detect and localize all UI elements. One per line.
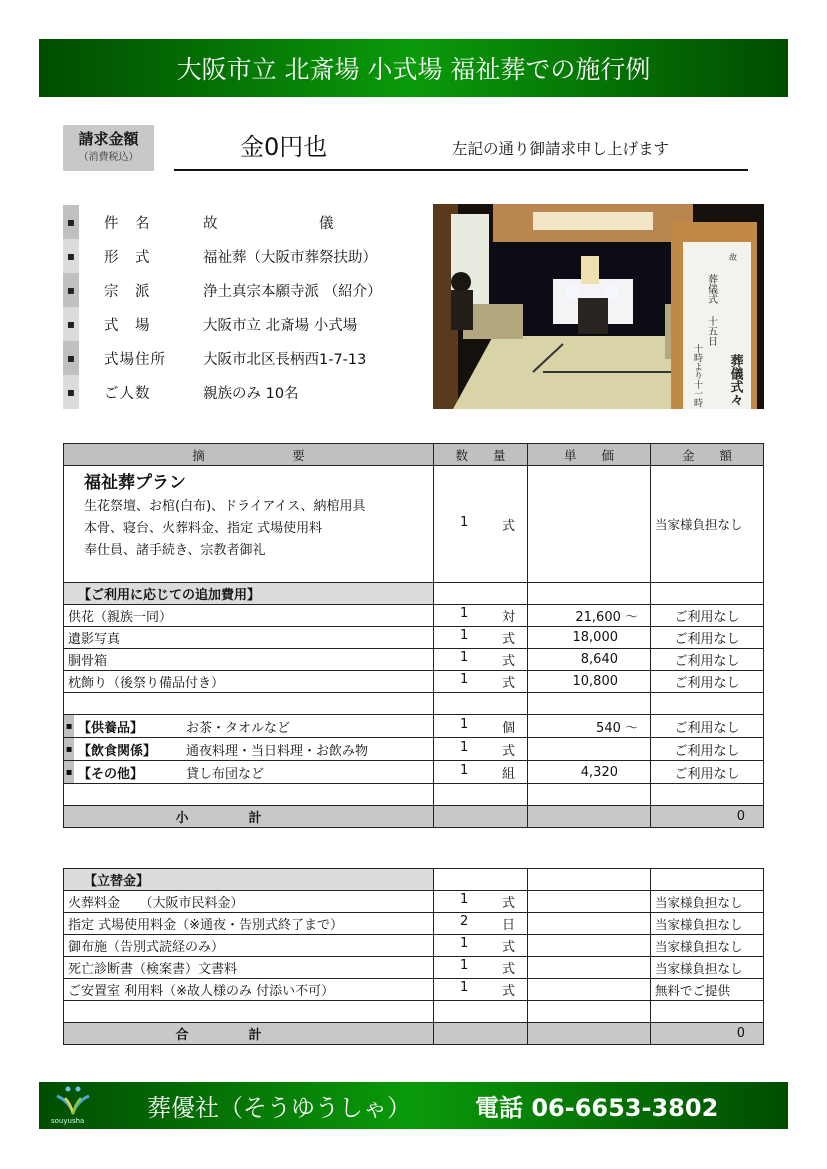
row-desc-text: 貸し布団など [186, 766, 265, 782]
row-price: 540 ～ [528, 715, 651, 738]
row-description: 火葬料金 （大阪市民料金） [64, 891, 434, 913]
info-value: 故 儀 [203, 215, 334, 232]
empty-cell [434, 806, 528, 828]
row-amount: ご利用なし [651, 715, 764, 738]
row-amount: 無料でご提供 [651, 979, 764, 1001]
info-value: 大阪市北区長柄西1-7-13 [203, 351, 367, 368]
row-amount: 当家様負担なし [651, 891, 764, 913]
empty-cell [528, 806, 651, 828]
row-description [64, 715, 434, 738]
empty-cell [651, 583, 764, 605]
row-price [528, 935, 651, 957]
empty-cell [651, 869, 764, 891]
empty-cell [651, 693, 764, 715]
qty-value: 1 [460, 716, 469, 732]
logo-text: souyusha [51, 1117, 85, 1125]
qty-value: 1 [460, 958, 469, 973]
total-label: 合計 [64, 1023, 434, 1045]
svg-text:葬儀式々: 葬儀式々 [727, 354, 743, 406]
row-description: ご安置室 利用料（※故人様のみ 付添い不可） [64, 979, 434, 1001]
bullet-icon: ▪ [63, 205, 79, 239]
table-row [64, 671, 764, 693]
empty-row [64, 693, 764, 715]
plan-price [528, 466, 651, 583]
row-description: 死亡診断書（検案書）文書料 [64, 957, 434, 979]
photo-illustration [433, 204, 764, 409]
row-amount: ご利用なし [651, 671, 764, 693]
row-description: 指定 式場使用料金（※通夜・告別式終了まで） [64, 913, 434, 935]
row-qty [434, 979, 528, 1001]
qty-value: 1 [460, 514, 469, 530]
table-row [64, 891, 764, 913]
empty-cell [434, 1001, 528, 1023]
row-desc-text: 通夜料理・当日料理・お飲み物 [186, 743, 369, 759]
billing-label-box [63, 125, 154, 171]
row-price: 4,320 [528, 761, 651, 784]
advance-payment-table [63, 868, 764, 1045]
row-amount: ご利用なし [651, 627, 764, 649]
empty-row [64, 1001, 764, 1023]
empty-cell [434, 693, 528, 715]
empty-cell [528, 583, 651, 605]
info-key: 式場住所 [104, 351, 166, 368]
plan-line: 奉仕員、諸手続き、宗教者御礼 [84, 543, 266, 558]
info-value: 福祉葬（大阪市葬祭扶助） [203, 249, 377, 266]
qty-value: 1 [460, 762, 469, 778]
bullet-icon: ▪ [64, 715, 74, 737]
page-title: 大阪市立 北斎場 小式場 福祉葬での施行例 [176, 55, 651, 84]
row-amount: ご利用なし [651, 761, 764, 784]
row-qty [434, 627, 528, 649]
info-list [63, 205, 423, 409]
table-row [64, 957, 764, 979]
row-description: 御布施（告別式読経のみ） [64, 935, 434, 957]
row-qty [434, 605, 528, 627]
people-logo-icon [53, 1084, 93, 1118]
row-description: 枕飾り（後祭り備品付き） [64, 671, 434, 693]
row-tag: 【その他】 [78, 766, 144, 782]
row-price [528, 979, 651, 1001]
title-banner [39, 39, 788, 97]
subtotal-value: 0 [651, 806, 764, 828]
info-value: 大阪市立 北斎場 小式場 [203, 317, 358, 334]
info-row-name [63, 205, 423, 239]
row-description: 胴骨箱 [64, 649, 434, 671]
qty-unit: 式 [501, 962, 515, 977]
info-value: 浄土真宗本願寺派 （紹介） [203, 283, 382, 300]
section-title: 【ご利用に応じての追加費用】 [64, 583, 434, 605]
info-row-sect [63, 273, 423, 307]
empty-cell [64, 693, 434, 715]
phone-number[interactable]: 電話 06-6653-3802 [475, 1094, 719, 1122]
subtotal-label: 小計 [64, 806, 434, 828]
info-value: 親族のみ 10名 [203, 385, 299, 402]
info-row-address [63, 341, 423, 375]
row-qty [434, 715, 528, 738]
col-unit-price: 単 価 [528, 444, 651, 466]
row-price [528, 891, 651, 913]
qty-unit: 式 [501, 743, 515, 759]
table-row [64, 627, 764, 649]
row-tag: 【飲食関係】 [78, 743, 157, 759]
section-row [64, 869, 764, 891]
bullet-icon: ▪ [63, 375, 79, 409]
bullet-icon: ▪ [63, 239, 79, 273]
info-key: 式 場 [104, 317, 151, 334]
table-row [64, 979, 764, 1001]
row-price: 8,640 [528, 649, 651, 671]
qty-unit: 式 [501, 896, 515, 911]
company-logo [47, 1082, 102, 1129]
table-row [64, 761, 764, 784]
row-description [64, 761, 434, 784]
row-amount: ご利用なし [651, 605, 764, 627]
bullet-icon: ▪ [63, 307, 79, 341]
empty-cell [651, 1001, 764, 1023]
qty-value: 1 [460, 936, 469, 951]
qty-unit: 式 [501, 940, 515, 955]
info-row-venue [63, 307, 423, 341]
total-value: 0 [651, 1023, 764, 1045]
funeral-hall-photo [433, 204, 764, 409]
info-key: ご人数 [104, 385, 151, 402]
row-price [528, 957, 651, 979]
qty-unit: 式 [501, 518, 515, 534]
bullet-icon: ▪ [64, 738, 74, 760]
col-description: 摘 要 [64, 444, 434, 466]
svg-text:葬儀式: 葬儀式 [705, 274, 717, 304]
empty-cell [528, 869, 651, 891]
col-quantity: 数 量 [434, 444, 528, 466]
estimate-table [63, 443, 764, 828]
billing-amount: 金0円也 [240, 133, 328, 161]
qty-unit: 式 [501, 654, 515, 669]
svg-text:十時より十一時: 十時より十一時 [692, 344, 702, 407]
empty-cell [434, 784, 528, 806]
qty-value: 1 [460, 650, 469, 665]
plan-qty [434, 466, 528, 583]
row-price [528, 738, 651, 761]
row-description [64, 738, 434, 761]
table-row [64, 913, 764, 935]
footer-banner [39, 1082, 788, 1129]
row-amount: ご利用なし [651, 738, 764, 761]
section-title: 【立替金】 [64, 869, 434, 891]
row-price [528, 913, 651, 935]
row-tag: 【供養品】 [78, 720, 144, 736]
empty-cell [528, 1001, 651, 1023]
info-key: 形 式 [104, 249, 151, 266]
qty-unit: 式 [501, 676, 515, 691]
qty-value: 1 [460, 606, 469, 621]
row-price: 10,800 [528, 671, 651, 693]
qty-value: 1 [460, 892, 469, 907]
row-qty [434, 957, 528, 979]
row-price: 21,600 ～ [528, 605, 651, 627]
qty-unit: 対 [501, 610, 515, 625]
empty-cell [528, 784, 651, 806]
info-key: 件 名 [104, 215, 151, 232]
table-row [64, 649, 764, 671]
table-row [64, 738, 764, 761]
empty-cell [651, 784, 764, 806]
row-price: 18,000 [528, 627, 651, 649]
svg-text:十五日: 十五日 [705, 316, 717, 346]
col-amount: 金 額 [651, 444, 764, 466]
empty-cell [434, 869, 528, 891]
row-amount: ご利用なし [651, 649, 764, 671]
qty-unit: 個 [501, 720, 515, 736]
qty-unit: 日 [501, 918, 515, 933]
info-row-attendees [63, 375, 423, 409]
plan-line: 生花祭壇、お棺(白布)、ドライアイス、納棺用具 [84, 499, 366, 514]
row-amount: 当家様負担なし [651, 957, 764, 979]
info-key: 宗 派 [104, 283, 151, 300]
row-qty [434, 671, 528, 693]
bullet-icon: ▪ [63, 341, 79, 375]
row-qty [434, 935, 528, 957]
empty-cell [434, 1023, 528, 1045]
row-qty [434, 761, 528, 784]
plan-row [64, 466, 764, 583]
row-description: 供花（親族一同） [64, 605, 434, 627]
bullet-icon: ▪ [63, 273, 79, 307]
qty-value: 1 [460, 628, 469, 643]
empty-row [64, 784, 764, 806]
plan-description [64, 466, 434, 583]
billing-label: 請求金額 [78, 130, 139, 148]
row-amount: 当家様負担なし [651, 935, 764, 957]
row-desc-text: お茶・タオルなど [186, 720, 291, 736]
table-row [64, 605, 764, 627]
billing-note: 左記の通り御請求申し上げます [452, 140, 670, 158]
row-qty [434, 738, 528, 761]
table-header [64, 444, 764, 466]
empty-cell [528, 693, 651, 715]
empty-cell [528, 1023, 651, 1045]
qty-unit: 式 [501, 984, 515, 999]
total-row [64, 1023, 764, 1045]
qty-value: 1 [460, 672, 469, 687]
plan-line: 本骨、寝台、火葬料金、指定 式場使用料 [84, 521, 323, 536]
sign-text: 故 [729, 253, 737, 262]
bullet-icon: ▪ [64, 761, 74, 783]
row-qty [434, 649, 528, 671]
qty-value: 1 [460, 739, 469, 755]
row-qty [434, 891, 528, 913]
section-row [64, 583, 764, 605]
plan-amount: 当家様負担なし [651, 466, 764, 583]
row-amount: 当家様負担なし [651, 913, 764, 935]
qty-unit: 組 [501, 766, 515, 782]
row-description: 遺影写真 [64, 627, 434, 649]
billing-underline [174, 169, 748, 171]
empty-cell [64, 1001, 434, 1023]
table-row [64, 935, 764, 957]
qty-value: 2 [460, 914, 469, 929]
subtotal-row [64, 806, 764, 828]
row-qty [434, 913, 528, 935]
table-row [64, 715, 764, 738]
qty-unit: 式 [501, 632, 515, 647]
tax-note: （消費税込） [78, 152, 139, 163]
qty-value: 1 [460, 980, 469, 995]
plan-title: 福祉葬プラン [84, 473, 186, 493]
company-name: 葬優社（そうゆうしゃ） [147, 1094, 411, 1122]
empty-cell [434, 583, 528, 605]
info-row-format [63, 239, 423, 273]
empty-cell [64, 784, 434, 806]
